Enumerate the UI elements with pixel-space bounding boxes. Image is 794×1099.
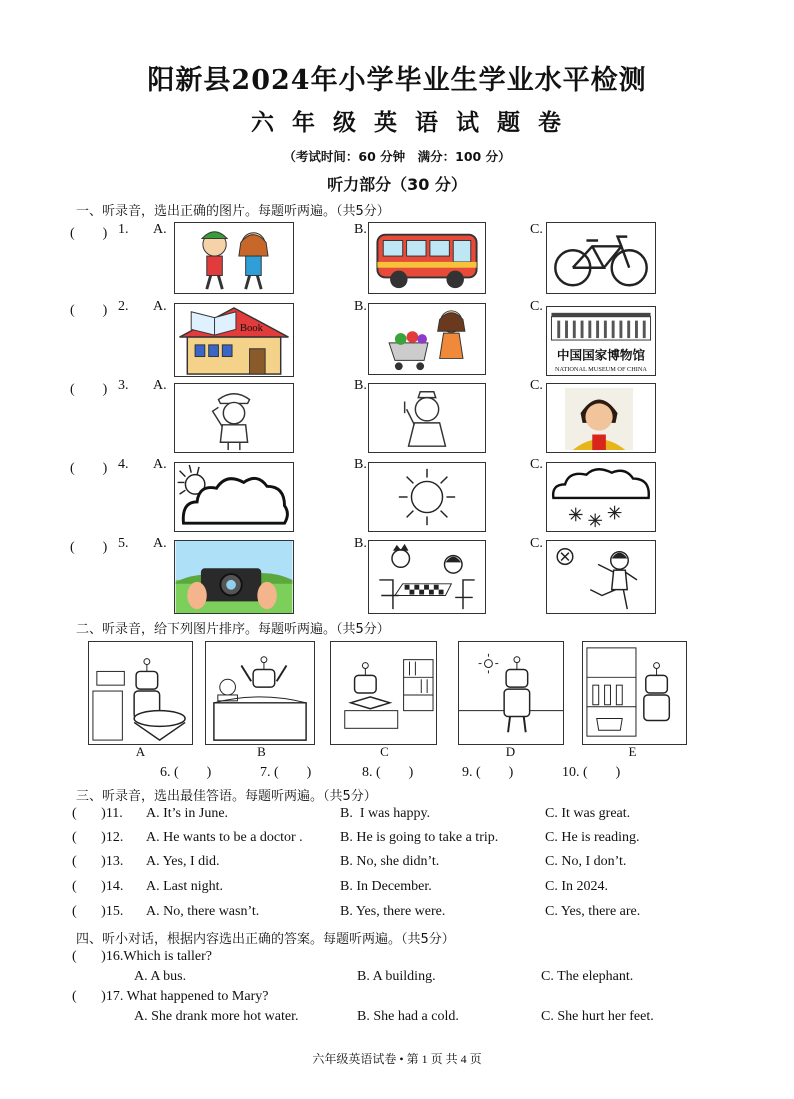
book-sign-text: Book — [239, 322, 264, 335]
answer-option-c[interactable]: C. Yes, there are. — [545, 904, 641, 919]
answer-option-b[interactable]: B. He is going to take a trip. — [340, 830, 499, 845]
snowy-image[interactable] — [546, 462, 656, 532]
taking-photos-image[interactable] — [174, 540, 294, 614]
question-number: 4. — [118, 457, 129, 472]
order-blank[interactable]: 10. ( ) — [562, 765, 621, 780]
nurse-image[interactable] — [368, 383, 486, 453]
kids-walking-image[interactable] — [174, 222, 294, 294]
answer-option-c[interactable]: C. No, I don’t. — [545, 854, 627, 869]
dialogue-question: ( )17. What happened to Mary? — [72, 989, 269, 1004]
bus-image[interactable] — [368, 222, 486, 294]
answer-bracket[interactable]: ( ) — [70, 303, 108, 318]
museum-cn-text: 中国国家博物馆 — [556, 347, 646, 363]
bookstore-image[interactable] — [174, 303, 294, 377]
picture-caption: B — [257, 744, 266, 759]
answer-bracket[interactable]: ( ) — [70, 382, 108, 397]
order-blank[interactable]: 6. ( ) — [160, 765, 212, 780]
picture-caption: C — [380, 744, 389, 759]
bicycle-image[interactable] — [546, 222, 656, 294]
answer-option-c[interactable]: C. The elephant. — [541, 969, 634, 984]
shopping-girl-image[interactable] — [368, 303, 486, 375]
picture-caption: A — [135, 744, 146, 759]
section4-heading: 四、听小对话，根据内容选出正确的答案。每题听两遍。（共5分） — [76, 932, 455, 947]
order-blank[interactable]: 8. ( ) — [362, 765, 414, 780]
option-label: A. — [153, 378, 167, 393]
answer-option-b[interactable]: B. A building. — [357, 969, 436, 984]
athlete-photo-image[interactable] — [546, 383, 656, 453]
playing-soccer-image[interactable] — [546, 540, 656, 614]
answer-option-a[interactable]: A. Yes, I did. — [146, 854, 220, 869]
option-label: C. — [530, 299, 543, 314]
answer-option-c[interactable]: C. He is reading. — [545, 830, 640, 845]
answer-option-a[interactable]: A. He wants to be a doctor . — [146, 830, 303, 845]
question-number[interactable]: ( )14. — [72, 879, 124, 894]
museum-image[interactable] — [546, 306, 656, 376]
page-footer: 六年级英语试卷 • 第 1 页 共 4 页 — [312, 1052, 482, 1066]
playing-chess-image[interactable] — [368, 540, 486, 614]
robot-waking-image[interactable] — [205, 641, 315, 745]
answer-option-c[interactable]: C. It was great. — [545, 806, 631, 821]
robot-shopping-image[interactable] — [582, 641, 687, 745]
question-number: 1. — [118, 222, 129, 237]
answer-option-a[interactable]: A. She drank more hot water. — [134, 1009, 299, 1024]
museum-en-text: NATIONAL MUSEUM OF CHINA — [555, 366, 647, 374]
question-number: 3. — [118, 378, 129, 393]
option-label: C. — [530, 457, 543, 472]
question-number[interactable]: ( )11. — [72, 806, 123, 821]
question-number: 2. — [118, 299, 129, 314]
question-number: 5. — [118, 536, 129, 551]
police-officer-image[interactable] — [174, 383, 294, 453]
answer-option-c[interactable]: C. She hurt her feet. — [541, 1009, 654, 1024]
part-title: 听力部分（30 分） — [327, 175, 467, 194]
picture-caption: D — [505, 744, 516, 759]
answer-option-a[interactable]: A. Last night. — [146, 879, 223, 894]
answer-option-b[interactable]: B. I was happy. — [340, 806, 431, 821]
option-label: B. — [354, 299, 367, 314]
section1-heading: 一、听录音，选出正确的图片。每题听两遍。（共5分） — [76, 204, 390, 219]
answer-bracket[interactable]: ( ) — [70, 226, 108, 241]
option-label: B. — [354, 222, 367, 237]
option-label: C. — [530, 536, 543, 551]
answer-option-b[interactable]: B. No, she didn’t. — [340, 854, 440, 869]
section3-heading: 三、听录音，选出最佳答语。每题听两遍。（共5分） — [76, 789, 377, 804]
section2-heading: 二、听录音，给下列图片排序。每题听两遍。（共5分） — [76, 622, 390, 637]
option-label: A. — [153, 222, 167, 237]
exam-title: 阳新县2024年小学毕业生学业水平检测 — [147, 65, 647, 96]
cloudy-sun-image[interactable] — [174, 462, 294, 532]
option-label: B. — [354, 378, 367, 393]
option-label: A. — [153, 536, 167, 551]
option-label: C. — [530, 222, 543, 237]
answer-option-a[interactable]: A. It’s in June. — [146, 806, 229, 821]
exam-subtitle: 六年级英语试题卷 — [251, 110, 579, 136]
question-number[interactable]: ( )15. — [72, 904, 124, 919]
sunny-image[interactable] — [368, 462, 486, 532]
robot-outdoors-image[interactable] — [458, 641, 564, 745]
answer-bracket[interactable]: ( ) — [70, 461, 108, 476]
answer-bracket[interactable]: ( ) — [70, 540, 108, 555]
exam-info: （考试时间：60 分钟 满分：100 分） — [283, 149, 511, 164]
answer-option-c[interactable]: C. In 2024. — [545, 879, 608, 894]
answer-option-b[interactable]: B. She had a cold. — [357, 1009, 459, 1024]
option-label: A. — [153, 299, 167, 314]
option-label: A. — [153, 457, 167, 472]
answer-option-b[interactable]: B. Yes, there were. — [340, 904, 446, 919]
order-blank[interactable]: 9. ( ) — [462, 765, 514, 780]
question-number[interactable]: ( )13. — [72, 854, 124, 869]
robot-cooking-image[interactable] — [88, 641, 193, 745]
dialogue-question: ( )16.Which is taller? — [72, 949, 212, 964]
picture-caption: E — [628, 744, 637, 759]
option-label: C. — [530, 378, 543, 393]
answer-option-a[interactable]: A. No, there wasn’t. — [146, 904, 260, 919]
order-blank[interactable]: 7. ( ) — [260, 765, 312, 780]
answer-option-a[interactable]: A. A bus. — [134, 969, 187, 984]
question-number[interactable]: ( )12. — [72, 830, 124, 845]
option-label: B. — [354, 536, 367, 551]
robot-reading-image[interactable] — [330, 641, 437, 745]
answer-option-b[interactable]: B. In December. — [340, 879, 432, 894]
option-label: B. — [354, 457, 367, 472]
